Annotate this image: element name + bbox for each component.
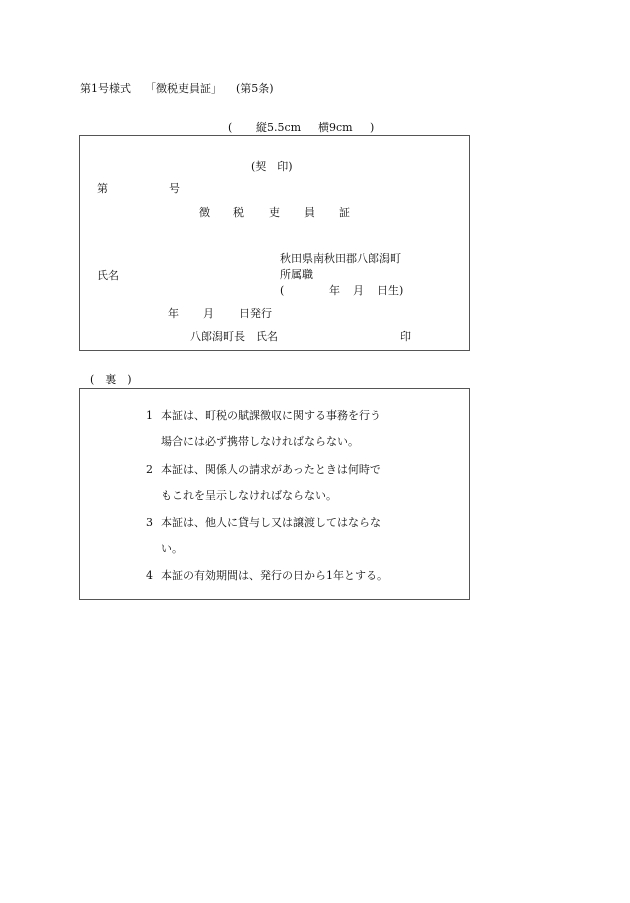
clause-number: 3 [146, 516, 153, 529]
stamp: 印 [400, 330, 411, 343]
issuer: 八郎潟町長 氏名 [190, 330, 278, 343]
clause-text: 本証は、関係人の請求があったときは何時で [161, 463, 381, 476]
card-title-char: 吏 [269, 206, 280, 219]
clause-number: 1 [146, 409, 153, 422]
number-prefix: 第 [97, 182, 108, 195]
issue-day: 日発行 [239, 307, 272, 320]
form-article: (第5条) [236, 82, 274, 95]
card-back [79, 388, 470, 600]
birth-month: 月 [353, 284, 364, 297]
seal-note: (契 印) [251, 160, 293, 173]
affiliation: 所属職 [280, 268, 313, 281]
clause-text: 本証は、他人に貸与し又は譲渡してはならな [161, 516, 381, 529]
issue-year: 年 [168, 307, 179, 320]
dimension-height: 縦5.5cm [256, 121, 302, 134]
number-suffix: 号 [169, 182, 180, 195]
birth-year: 年 [329, 284, 340, 297]
card-title-char: 税 [233, 206, 244, 219]
name-label: 氏名 [97, 269, 119, 282]
clause-number: 4 [146, 569, 153, 582]
card-title-char: 員 [304, 206, 315, 219]
dimension-open-paren: ( [228, 121, 233, 134]
dimension-width: 横9cm [318, 121, 353, 134]
card-title-char: 徴 [199, 206, 210, 219]
clause-text: 場合には必ず携帯しなければならない。 [161, 435, 359, 448]
address: 秋田県南秋田郡八郎潟町 [280, 252, 401, 265]
card-front [79, 135, 470, 351]
back-label: ( 裏 ) [90, 373, 132, 386]
clause-number: 2 [146, 463, 153, 476]
birth-open-paren: ( [280, 284, 285, 297]
clause-text: 本証の有効期間は、発行の日から1年とする。 [161, 569, 388, 582]
form-number: 第1号様式 [80, 82, 131, 95]
card-title-char: 証 [339, 206, 350, 219]
clause-text: 本証は、町税の賦課徴収に関する事務を行う [161, 409, 381, 422]
issue-month: 月 [203, 307, 214, 320]
clause-text: い。 [161, 542, 183, 555]
birth-day: 日生) [377, 284, 404, 297]
dimension-close-paren: ) [370, 121, 375, 134]
form-title: 「徴税吏員証」 [145, 82, 222, 95]
clause-text: もこれを呈示しなければならない。 [161, 489, 337, 502]
